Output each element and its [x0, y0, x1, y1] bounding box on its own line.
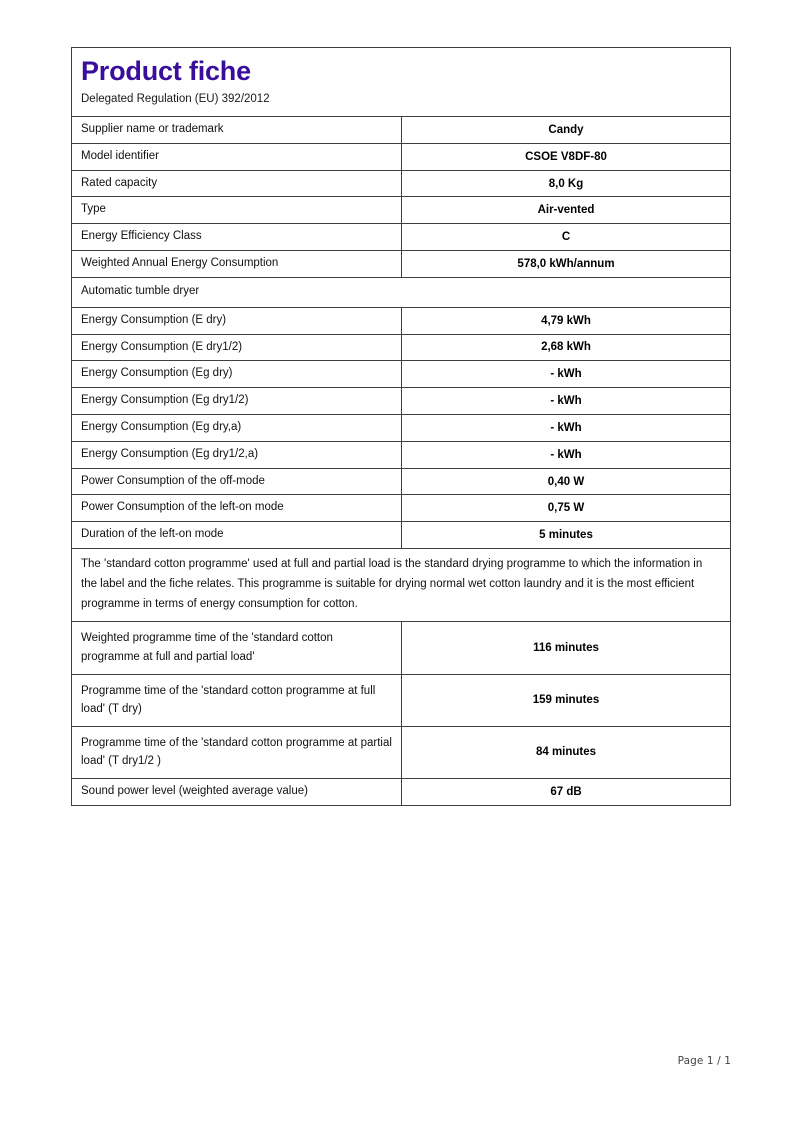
row-label: Power Consumption of the off-mode: [72, 469, 402, 495]
row-value: C: [561, 231, 571, 244]
table-row: [72, 415, 730, 442]
product-fiche-table: [71, 47, 731, 806]
row-value: - kWh: [550, 395, 582, 408]
row-value: Air-vented: [537, 204, 595, 217]
row-value: 8,0 Kg: [548, 177, 584, 190]
table-row: [72, 308, 730, 335]
table-row: [72, 622, 730, 674]
row-label: Automatic tumble dryer: [81, 284, 200, 297]
row-value: CSOE V8DF-80: [525, 150, 607, 163]
row-label: Energy Efficiency Class: [72, 224, 402, 250]
page-title: Product fiche: [81, 56, 251, 86]
table-row: [72, 442, 730, 469]
row-label: Type: [72, 197, 402, 223]
table-row: [72, 117, 730, 144]
row-value: - kWh: [550, 448, 582, 461]
table-row: [72, 251, 730, 278]
table-row: [72, 335, 730, 362]
row-value: 2,68 kWh: [541, 341, 591, 354]
page-number-footer: Page 1 / 1: [677, 1055, 731, 1067]
table-row: [72, 522, 730, 549]
row-value: 0,40 W: [547, 475, 585, 488]
row-label: Weighted programme time of the 'standard cotton programme at full and partial load': [72, 622, 402, 673]
row-label: Model identifier: [72, 144, 402, 170]
row-value: 84 minutes: [535, 746, 597, 759]
table-row: [72, 388, 730, 415]
table-row: [72, 224, 730, 251]
row-label: Programme time of the 'standard cotton programme at full load' (T dry): [72, 675, 402, 726]
row-value: 0,75 W: [547, 502, 585, 515]
table-row: [72, 727, 730, 779]
fiche-note-row: [72, 549, 730, 622]
row-label: Rated capacity: [72, 171, 402, 197]
fiche-section-row: [72, 278, 730, 308]
row-label: Sound power level (weighted average value): [72, 779, 402, 805]
row-value: 578,0 kWh/annum: [517, 258, 615, 270]
table-row: [72, 675, 730, 727]
row-label: Energy Consumption (Eg dry1/2,a): [72, 442, 402, 468]
table-row: [72, 197, 730, 224]
row-label: Energy Consumption (Eg dry,a): [72, 415, 402, 441]
row-label: Supplier name or trademark: [72, 117, 402, 143]
table-row: [72, 495, 730, 522]
row-value: 67 dB: [550, 785, 582, 798]
row-label: Energy Consumption (Eg dry): [72, 361, 402, 387]
row-label: Energy Consumption (E dry1/2): [72, 335, 402, 361]
row-value: 159 minutes: [532, 694, 600, 707]
row-value: - kWh: [550, 368, 582, 381]
row-value: - kWh: [550, 421, 582, 434]
row-value: 4,79 kWh: [541, 314, 591, 327]
row-label: The 'standard cotton programme' used at full and partial load is the standard drying programme to which the information in the label and the fiche relates. This programme is suitable for drying normal wet cotton laundry and it is the most efficient programme in terms of energy consumption for cotton.: [81, 558, 703, 610]
row-label: Weighted Annual Energy Consumption: [72, 251, 402, 277]
row-label: Power Consumption of the left-on mode: [72, 495, 402, 521]
row-label: Energy Consumption (Eg dry1/2): [72, 388, 402, 414]
row-value: 116 minutes: [533, 641, 599, 654]
table-row: [72, 144, 730, 171]
fiche-header: [72, 48, 730, 117]
row-value: Candy: [548, 123, 584, 136]
table-row: [72, 361, 730, 388]
row-label: Energy Consumption (E dry): [72, 308, 402, 334]
table-row: [72, 469, 730, 496]
table-row: [72, 779, 730, 806]
row-label: Programme time of the 'standard cotton programme at partial load' (T dry1/2 ): [72, 727, 402, 778]
row-label: Duration of the left-on mode: [72, 522, 402, 548]
regulation-subtitle: Delegated Regulation (EU) 392/2012: [81, 93, 270, 106]
table-row: [72, 171, 730, 198]
fiche-rows: [72, 117, 730, 806]
row-value: 5 minutes: [539, 529, 593, 542]
